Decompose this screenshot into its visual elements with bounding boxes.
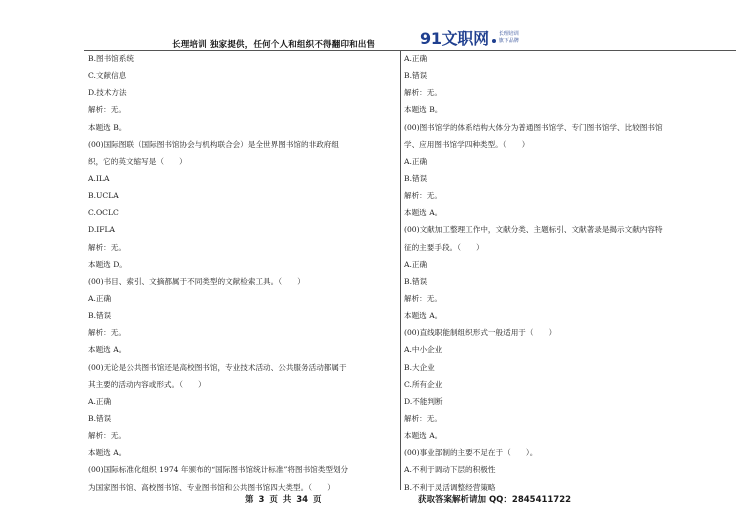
text-line: (00)国际图联（国际图书馆协会与机构联合会）是全世界图书馆的非政府组 [88, 139, 339, 149]
text-line: 其主要的活动内容或形式。（ ） [88, 379, 206, 389]
text-line: B.图书馆系统 [88, 54, 134, 63]
text-line: A.不利于调动下层的积极性 [404, 465, 496, 475]
header-note: 长理培训 独家提供，任何个人和组织不得翻印和出售 [172, 40, 376, 50]
text-line: 解析：无。 [404, 293, 442, 303]
logo-tag-line-1: 长理培训 [498, 30, 519, 37]
page-number: 第 3 页 共 34 页 [245, 495, 322, 505]
text-line: D.IFLA [88, 225, 116, 235]
text-line: D.不能判断 [404, 396, 443, 406]
text-line: (00)图书馆学的体系结构大体分为普通图书馆学、专门图书馆学、比较图书馆 [404, 122, 663, 132]
text-line: A.正确 [404, 54, 428, 63]
text-line: 解析：无。 [404, 191, 442, 201]
text-line: B.大企业 [404, 362, 435, 372]
text-line: 本题选 B。 [88, 122, 127, 132]
text-line: B.UCLA [88, 191, 119, 201]
text-line: 本题选 D。 [88, 259, 127, 269]
text-line: 学、应用图书馆学四种类型。（ ） [404, 139, 530, 149]
text-line: 解析：无。 [404, 88, 442, 98]
column-divider [400, 50, 401, 490]
text-line: 本题选 A。 [88, 345, 127, 355]
right-column [404, 50, 722, 496]
text-line: A.中小企业 [404, 345, 443, 355]
text-line: 本题选 B。 [404, 105, 443, 115]
text-line: B.错误 [404, 173, 428, 183]
text-line: A.正确 [88, 293, 112, 303]
text-line: (00)事业部制的主要不足在于（ ）。 [404, 448, 538, 458]
text-line: C.文献信息 [88, 71, 127, 81]
text-line: B.错误 [88, 413, 112, 423]
logo-dot-icon [492, 39, 496, 43]
text-line: (00)国际标准化组织 1974 年颁布的“国际图书馆统计标准”将图书馆类型划分 [88, 465, 349, 475]
text-line: 解析：无。 [88, 242, 126, 252]
text-line: D.技术方法 [88, 88, 127, 98]
text-line: 织，它的英文缩写是（ ） [88, 156, 187, 166]
text-line: 解析：无。 [404, 413, 442, 423]
text-line: B.错误 [404, 71, 428, 81]
text-line: 解析：无。 [88, 431, 126, 441]
text-line: (00)文献加工整理工作中，文献分类、主题标引、文献著录是揭示文献内容特 [404, 225, 663, 235]
footer-contact-note: 获取答案解析请加 QQ：2845411722 [418, 495, 572, 505]
text-line: A.正确 [88, 396, 112, 406]
text-line: 解析：无。 [88, 105, 126, 115]
site-logo [420, 26, 519, 49]
text-line: B.错误 [404, 276, 428, 286]
left-column [88, 50, 394, 496]
logo-tagline [499, 31, 519, 45]
text-line: 本题选 A。 [404, 431, 443, 441]
text-line: (00)无论是公共图书馆还是高校图书馆，专业技术活动、公共服务活动都属于 [88, 362, 347, 372]
logo-text: 91文职网 [420, 29, 489, 48]
text-line: (00)书目、索引、文摘都属于不同类型的文献检索工具。（ ） [88, 276, 305, 286]
text-line: A.正确 [404, 259, 428, 269]
text-line: A.ILA [88, 173, 110, 183]
text-line: 本题选 A。 [88, 448, 127, 458]
text-line: B.错误 [88, 311, 112, 321]
text-line: 本题选 A。 [404, 311, 443, 321]
logo-tag-line-2: 旗下品牌 [498, 37, 519, 44]
text-line: C.所有企业 [404, 379, 443, 389]
text-line: B.不利于灵活调整经营策略 [404, 482, 496, 492]
text-line: C.OCLC [88, 208, 119, 218]
text-line: (00)直线职能制组织形式一般适用于（ ） [404, 328, 557, 338]
text-line: 解析：无。 [88, 328, 126, 338]
text-line: 征的主要手段。（ ） [404, 242, 484, 252]
text-line: 为国家图书馆、高校图书馆、专业图书馆和公共图书馆四大类型。（ ） [88, 482, 335, 492]
text-line: 本题选 A。 [404, 208, 443, 218]
text-line: A.正确 [404, 156, 428, 166]
